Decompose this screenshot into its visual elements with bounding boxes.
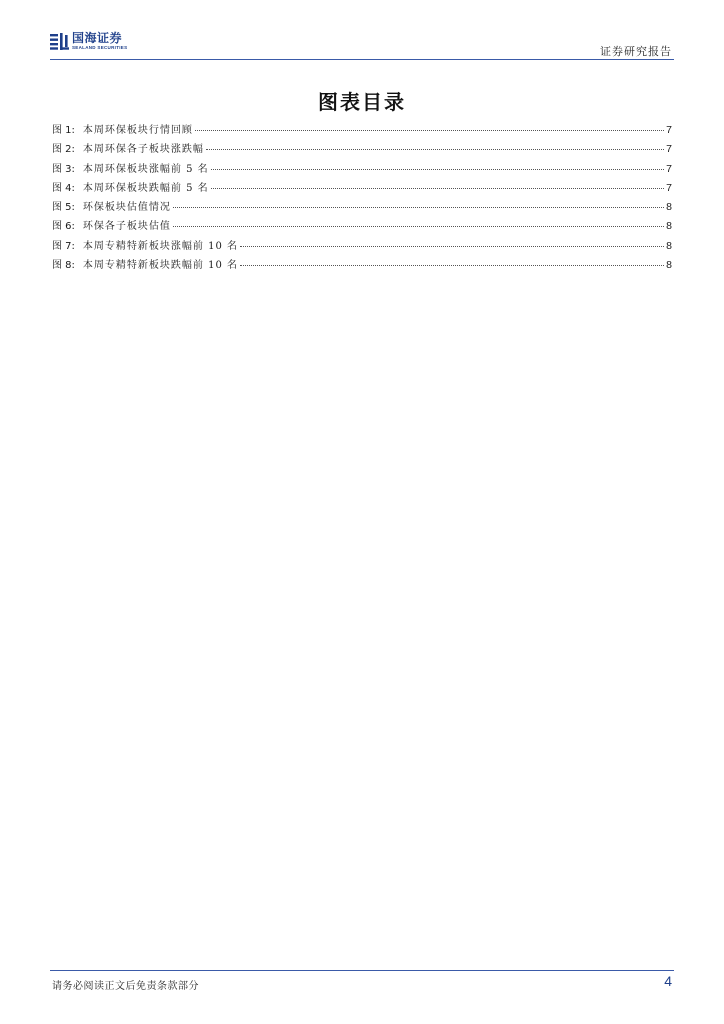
toc-entry-label: 图 1:	[52, 125, 75, 136]
toc-entry-figure-7[interactable]	[52, 237, 672, 256]
toc-entry-page: 8	[666, 239, 672, 252]
toc-entry-figure-8[interactable]	[52, 256, 672, 275]
toc-entry-text: 本周环保板块行情回顾	[82, 125, 193, 136]
toc-leader-dots	[211, 188, 665, 189]
toc-entry-figure-6[interactable]	[52, 217, 672, 236]
toc-entry-label: 图 8:	[52, 260, 75, 272]
toc-entry-page: 7	[666, 124, 672, 136]
toc-entry-text: 环保板块估值情况	[82, 202, 171, 214]
footer-divider	[50, 970, 674, 971]
toc-leader-dots	[173, 207, 664, 208]
toc-entry-label: 图 2:	[52, 144, 75, 156]
toc-entry-page: 8	[666, 259, 672, 272]
sealand-logo	[50, 32, 127, 51]
toc-entry-page: 8	[666, 220, 672, 233]
toc-entry-text: 本周专精特新板块涨幅前 10 名	[82, 240, 239, 252]
figure-list	[52, 121, 672, 275]
toc-entry-figure-1[interactable]	[52, 121, 672, 140]
toc-entry-figure-2[interactable]	[52, 140, 672, 159]
toc-entry-figure-4[interactable]	[52, 179, 672, 198]
toc-entry-figure-5[interactable]	[52, 198, 672, 217]
toc-entry-text: 环保各子板块估值	[82, 221, 171, 233]
page-number: 4	[664, 973, 672, 989]
toc-entry-label: 图 7:	[52, 240, 75, 252]
toc-entry-page: 7	[666, 143, 672, 156]
toc-leader-dots	[195, 130, 664, 131]
toc-entry-text: 本周环保板块跌幅前 5 名	[82, 182, 209, 194]
toc-title: 图表目录	[318, 90, 406, 114]
toc-leader-dots	[211, 169, 665, 170]
toc-entry-text: 本周环保板块涨幅前 5 名	[82, 163, 209, 175]
report-type-label: 证券研究报告	[600, 45, 672, 58]
toc-leader-dots	[240, 265, 664, 266]
toc-entry-text: 本周专精特新板块跌幅前 10 名	[82, 260, 239, 272]
toc-entry-label: 图 3:	[52, 163, 75, 175]
page-header	[50, 28, 674, 60]
toc-entry-page: 7	[666, 162, 672, 175]
toc-entry-page: 7	[666, 181, 672, 194]
toc-entry-label: 图 4:	[52, 182, 75, 194]
header-divider	[50, 59, 674, 60]
footer-disclaimer: 请务必阅读正文后免责条款部分	[52, 981, 199, 992]
sealand-logo-icon	[50, 33, 69, 50]
logo-english-name: SEALAND SECURITIES	[72, 45, 128, 50]
toc-entry-page: 8	[666, 201, 672, 214]
toc-entry-label: 图 5:	[52, 202, 75, 214]
toc-leader-dots	[206, 149, 664, 150]
toc-entry-text: 本周环保各子板块涨跌幅	[82, 144, 204, 156]
logo-chinese-name: 国海证券	[72, 31, 123, 45]
toc-leader-dots	[173, 226, 664, 227]
toc-entry-figure-3[interactable]	[52, 160, 672, 179]
toc-entry-label: 图 6:	[52, 221, 75, 233]
toc-leader-dots	[240, 246, 664, 247]
